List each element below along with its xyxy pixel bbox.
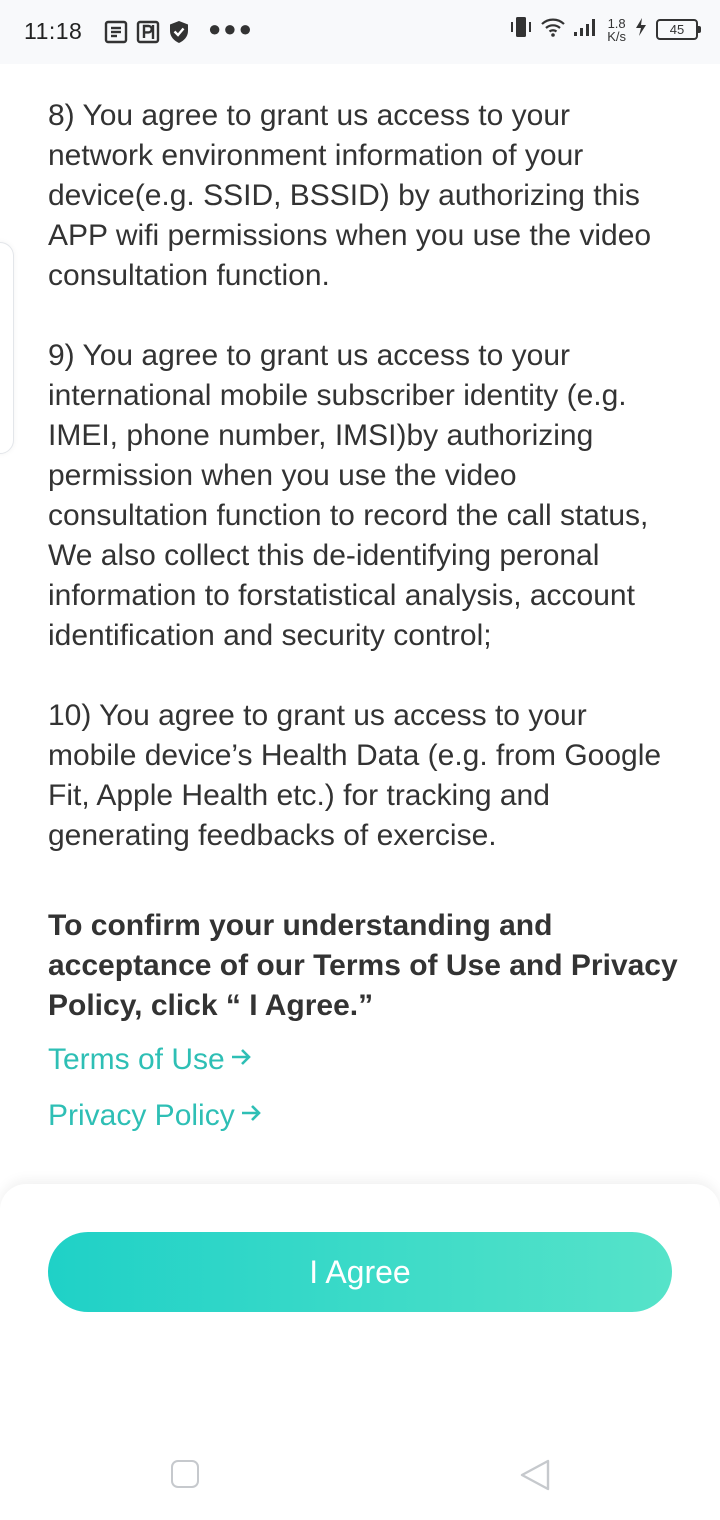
vibrate-icon bbox=[509, 16, 533, 43]
arrow-right-icon bbox=[239, 1096, 263, 1136]
confirm-section bbox=[48, 906, 678, 1026]
terms-paragraph-9: 9) You agree to grant us access to your international mobile subscriber identity (e.g. IMEI, phone number, IMSI)by authorizing permission when you use the video consultation function to record the call status, We also collect this de-identifying peronal information to forstatistical analysis, account identification and security control; bbox=[48, 339, 649, 652]
terms-paragraph-10: 10) You agree to grant us access to your mobile device’s Health Data (e.g. from Google Fit, Apple Health etc.) for tracking and generating feedbacks of exercise. bbox=[48, 699, 662, 852]
confirm-text: To confirm your understanding and acceptance of our Terms of Use and Privacy Policy, click “ I Agree.” bbox=[48, 909, 678, 1022]
battery-level: 45 bbox=[669, 22, 685, 37]
net-speed-unit: K/s bbox=[607, 28, 626, 44]
terms-of-use-link[interactable] bbox=[48, 1040, 253, 1080]
terms-paragraph-8: 8) You agree to grant us access to your network environment information of your device(e.g. SSID, BSSID) by authorizing this APP wifi permissions when you use the video consultation function. bbox=[48, 99, 652, 292]
more-dots-icon: ●●● bbox=[208, 16, 254, 41]
status-left-icons bbox=[104, 20, 190, 49]
privacy-policy-link[interactable] bbox=[48, 1096, 263, 1136]
charging-icon bbox=[634, 17, 648, 42]
side-card-edge bbox=[0, 242, 14, 454]
terms-content bbox=[48, 96, 678, 896]
notes-icon bbox=[104, 20, 128, 49]
net-speed-value: 1.8 bbox=[607, 15, 626, 31]
wifi-icon bbox=[541, 17, 565, 42]
status-bar bbox=[0, 0, 720, 64]
arrow-right-icon bbox=[229, 1040, 253, 1080]
shield-check-icon bbox=[168, 20, 190, 49]
signal-icon bbox=[573, 17, 599, 42]
back-icon[interactable] bbox=[518, 1458, 552, 1497]
net-speed bbox=[607, 17, 626, 43]
home-icon[interactable] bbox=[171, 1460, 199, 1488]
parking-icon bbox=[136, 20, 160, 49]
terms-of-use-label: Terms of Use bbox=[48, 1043, 225, 1076]
battery-icon bbox=[656, 19, 698, 40]
agree-button[interactable]: I Agree bbox=[48, 1232, 672, 1312]
privacy-policy-label: Privacy Policy bbox=[48, 1099, 235, 1132]
status-time: 11:18 bbox=[24, 18, 83, 44]
status-right-icons bbox=[509, 16, 698, 43]
